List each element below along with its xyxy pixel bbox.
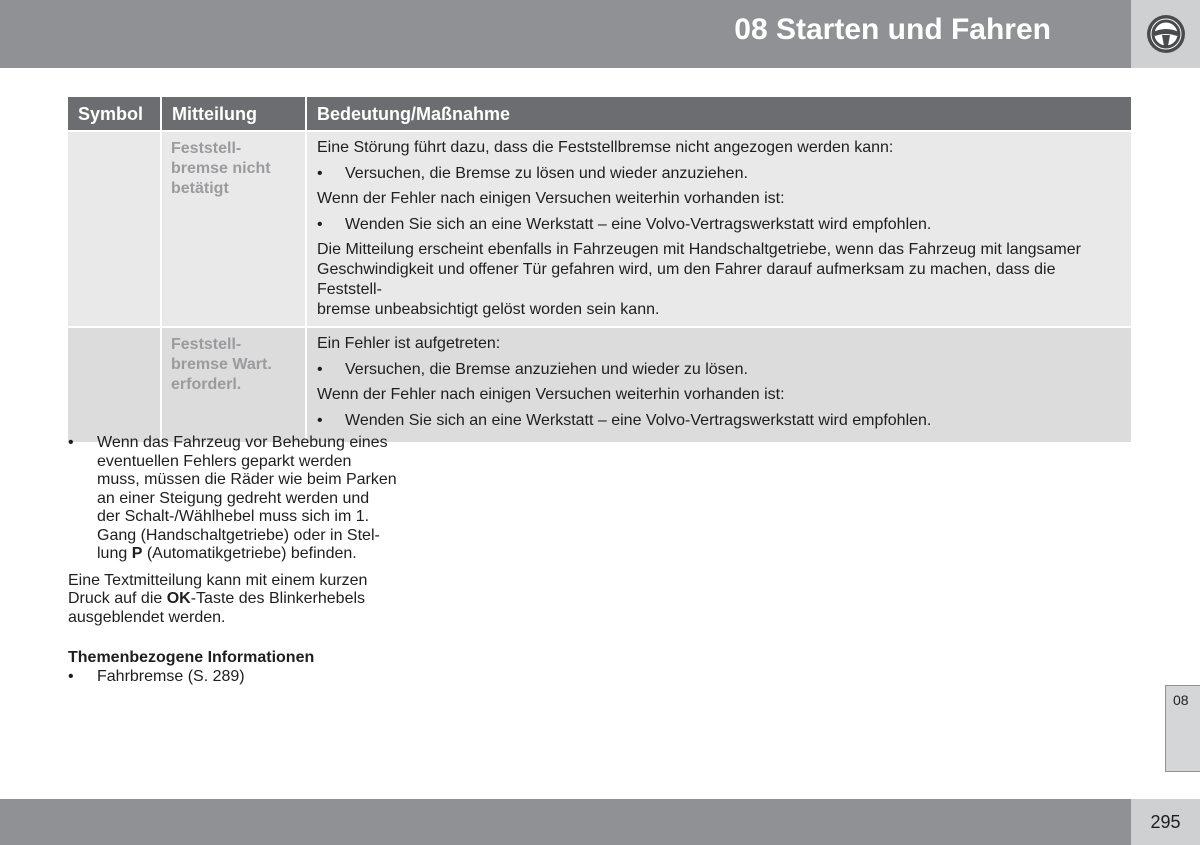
parking-bullet-line: eventuellen Fehlers geparkt werden xyxy=(97,452,352,470)
meaning-cell xyxy=(307,326,1131,442)
info-line: ausgeblendet werden. xyxy=(68,608,226,626)
related-info-heading: Themenbezogene Informationen xyxy=(68,649,315,666)
symbol-cell xyxy=(68,326,162,442)
chapter-title: 08 Starten und Fahren xyxy=(734,13,1051,46)
parking-bullet-line: Wenn das Fahrzeug vor Behebung eines xyxy=(97,434,388,451)
parking-bullet-line: Gang (Handschaltgetriebe) oder in Stel- xyxy=(97,526,380,544)
message-table xyxy=(68,97,1131,442)
text-run: -Taste des Blinkerhebels xyxy=(190,590,366,607)
meaning-text: Wenn der Fehler nach einigen Versuchen weiterhin vorhanden ist: xyxy=(317,386,785,403)
header-bar xyxy=(0,0,1131,68)
message-line: Feststell- xyxy=(171,140,242,157)
meaning-note-line: Die Mitteilung erscheint ebenfalls in Fahrzeugen mit Handschaltgetriebe, wenn das Fahrzeug mit langsamer xyxy=(317,241,1081,258)
column-header-meaning: Bedeutung/Maßnahme xyxy=(307,97,1131,130)
footer-bar xyxy=(0,799,1131,845)
meaning-intro: Ein Fehler ist aufgetreten: xyxy=(317,335,501,352)
table-header-row xyxy=(68,97,1131,130)
meaning-cell xyxy=(307,130,1131,326)
body-text xyxy=(68,434,408,686)
symbol-cell xyxy=(68,130,162,326)
message-line: bremse nicht xyxy=(171,160,271,177)
meaning-note xyxy=(317,240,1119,320)
meaning-text: Wenn der Fehler nach einigen Versuchen weiterhin vorhanden ist: xyxy=(317,190,785,207)
meaning-intro: Eine Störung führt dazu, dass die Feststellbremse nicht angezogen werden kann: xyxy=(317,139,894,156)
parking-bullet-line: muss, müssen die Räder wie beim Parken xyxy=(97,471,397,488)
text-run: lung xyxy=(97,545,132,562)
message-line: bremse Wart. xyxy=(171,356,272,373)
column-header-symbol: Symbol xyxy=(68,97,162,130)
message-line: betätigt xyxy=(171,180,229,197)
header-icon-box xyxy=(1131,0,1200,68)
info-line: Eine Textmitteilung kann mit einem kurzen xyxy=(68,571,368,589)
column-header-message: Mitteilung xyxy=(162,97,307,130)
steering-wheel-icon xyxy=(1144,12,1188,56)
message-line: erforderl. xyxy=(171,376,242,393)
bullet-dot: • xyxy=(68,667,74,685)
parking-bullet-line xyxy=(97,545,408,564)
parking-bullet xyxy=(68,434,408,564)
meaning-bullet: • Wenden Sie sich an eine Werkstatt – eine Volvo-Vertragswerkstatt wird empfohlen. xyxy=(317,411,1119,431)
info-line xyxy=(68,590,408,609)
meaning-note-line: Geschwindigkeit und offener Tür gefahren wird, um den Fahrer darauf aufmerksam zu machen, dass die Feststell- xyxy=(317,261,1056,298)
text-run: (Automatikgetriebe) befinden. xyxy=(142,545,357,562)
ok-key-label: OK xyxy=(166,590,191,607)
message-cell xyxy=(162,130,307,326)
parking-bullet-line: an einer Steigung gedreht werden und xyxy=(97,489,370,507)
page-number: 295 xyxy=(1131,799,1200,845)
parking-bullet-line: der Schalt-/Wählhebel muss sich im 1. xyxy=(97,508,370,525)
text-run: Druck auf die xyxy=(68,590,167,607)
related-link-item[interactable] xyxy=(68,668,408,687)
bullet-dot: • xyxy=(68,434,74,451)
meaning-bullet: • Wenden Sie sich an eine Werkstatt – eine Volvo-Vertragswerkstatt wird empfohlen. xyxy=(317,215,1119,235)
meaning-bullet: • Versuchen, die Bremse anzuziehen und wieder zu lösen. xyxy=(317,360,1119,380)
message-line: Feststell- xyxy=(171,336,242,353)
table-row xyxy=(68,326,1131,442)
related-link[interactable]: Fahrbremse (S. 289) xyxy=(97,667,245,685)
gear-position-p: P xyxy=(131,545,143,562)
table-row xyxy=(68,130,1131,326)
chapter-side-tab: 08 xyxy=(1165,685,1200,772)
message-cell xyxy=(162,326,307,442)
meaning-note-line: bremse unbeabsichtigt gelöst worden sein kann. xyxy=(317,301,660,318)
meaning-bullet: • Versuchen, die Bremse zu lösen und wieder anzuziehen. xyxy=(317,164,1119,184)
info-paragraph xyxy=(68,572,408,628)
